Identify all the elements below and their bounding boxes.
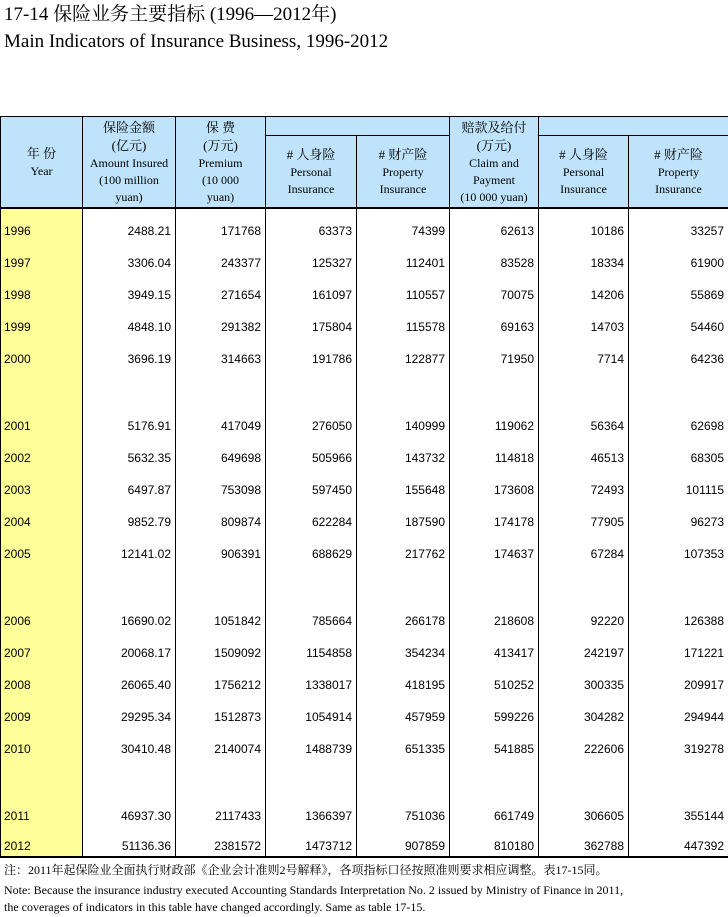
spacer-row bbox=[1, 759, 728, 794]
cell-amount: 9852.79 bbox=[83, 500, 176, 532]
cell-year: 2011 bbox=[1, 794, 83, 826]
cell-premium: 906391 bbox=[176, 532, 266, 564]
cell-amount: 30410.48 bbox=[83, 727, 176, 759]
cell-prem-property: 751036 bbox=[357, 794, 450, 826]
cell-claim-personal: 306605 bbox=[539, 794, 629, 826]
cell-premium: 417049 bbox=[176, 404, 266, 436]
title-chinese: 17-14 保险业务主要指标 (1996—2012年) bbox=[4, 4, 337, 25]
cell-premium: 271654 bbox=[176, 273, 266, 305]
note-chinese: 注：2011年起保险业全面执行财政部《企业会计准则2号解释》，各项指标口径按照准则要求相应调整。表17-15同。 bbox=[4, 863, 608, 877]
table-row bbox=[1, 436, 728, 468]
cell-prem-property: 122877 bbox=[357, 337, 450, 369]
cell-prem-personal: 622284 bbox=[266, 500, 357, 532]
header-premium-personal bbox=[266, 136, 357, 209]
cell-amount: 3949.15 bbox=[83, 273, 176, 305]
header-amount-unit-cn: (亿元) bbox=[111, 137, 147, 153]
cell-claim-property: 355144 bbox=[629, 794, 728, 826]
header-premium-property bbox=[357, 136, 450, 209]
cell-year: 1996 bbox=[1, 208, 83, 241]
cell-claim-property: 54460 bbox=[629, 305, 728, 337]
cell-claim-property: 64236 bbox=[629, 337, 728, 369]
cell-amount: 46937.30 bbox=[83, 794, 176, 826]
cell-premium: 1756212 bbox=[176, 663, 266, 695]
cell-claim-personal: 77905 bbox=[539, 500, 629, 532]
cell-claim-property: 319278 bbox=[629, 727, 728, 759]
cell-claim: 661749 bbox=[450, 794, 539, 826]
header-amount-insured bbox=[83, 117, 176, 209]
cell-premium: 2117433 bbox=[176, 794, 266, 826]
cell-claim-personal: 304282 bbox=[539, 695, 629, 727]
header-personal-en2: Insurance bbox=[287, 181, 335, 196]
cell-premium: 2381572 bbox=[176, 826, 266, 857]
cell-prem-personal: 1154858 bbox=[266, 631, 357, 663]
spacer-cell bbox=[176, 564, 266, 599]
table-row bbox=[1, 794, 728, 826]
cell-claim: 71950 bbox=[450, 337, 539, 369]
cell-claim-property: 126388 bbox=[629, 599, 728, 631]
cell-claim-personal: 242197 bbox=[539, 631, 629, 663]
header-claim-payment bbox=[450, 117, 539, 209]
cell-prem-personal: 1338017 bbox=[266, 663, 357, 695]
header-claim-property bbox=[629, 136, 728, 209]
header-personal-cn: # 人身险 bbox=[286, 146, 336, 162]
cell-amount: 16690.02 bbox=[83, 599, 176, 631]
cell-claim-personal: 362788 bbox=[539, 826, 629, 857]
cell-prem-property: 143732 bbox=[357, 436, 450, 468]
spacer-cell bbox=[1, 369, 83, 404]
cell-claim: 119062 bbox=[450, 404, 539, 436]
spacer-cell bbox=[539, 369, 629, 404]
cell-amount: 3306.04 bbox=[83, 241, 176, 273]
cell-claim-personal: 46513 bbox=[539, 436, 629, 468]
header-property-en2: Insurance bbox=[379, 181, 427, 196]
cell-year: 2001 bbox=[1, 404, 83, 436]
cell-claim: 114818 bbox=[450, 436, 539, 468]
cell-premium: 809874 bbox=[176, 500, 266, 532]
table-row bbox=[1, 599, 728, 631]
header-claim-unit-cn: (万元) bbox=[476, 137, 512, 153]
spacer-cell bbox=[357, 369, 450, 404]
header-property-cn: # 财产险 bbox=[378, 146, 428, 162]
cell-claim: 173608 bbox=[450, 468, 539, 500]
cell-prem-personal: 161097 bbox=[266, 273, 357, 305]
cell-prem-personal: 191786 bbox=[266, 337, 357, 369]
cell-year: 2012 bbox=[1, 826, 83, 857]
cell-prem-property: 115578 bbox=[357, 305, 450, 337]
header-premium-unit-cn: (万元) bbox=[203, 137, 238, 153]
cell-claim: 599226 bbox=[450, 695, 539, 727]
spacer-cell bbox=[176, 369, 266, 404]
spacer-cell bbox=[357, 759, 450, 794]
cell-claim: 413417 bbox=[450, 631, 539, 663]
cell-claim-property: 101115 bbox=[629, 468, 728, 500]
header-claim-cn: 赔款及给付 bbox=[461, 119, 527, 135]
cell-premium: 291382 bbox=[176, 305, 266, 337]
cell-prem-personal: 785664 bbox=[266, 599, 357, 631]
cell-prem-personal: 688629 bbox=[266, 532, 357, 564]
table-row bbox=[1, 337, 728, 369]
cell-prem-property: 418195 bbox=[357, 663, 450, 695]
spacer-cell bbox=[83, 564, 176, 599]
cell-claim-personal: 56364 bbox=[539, 404, 629, 436]
note-english-line2: the coverages of indicators in this table have changed accordingly. Same as table 17-15. bbox=[4, 900, 426, 914]
cell-claim-personal: 300335 bbox=[539, 663, 629, 695]
cell-premium: 243377 bbox=[176, 241, 266, 273]
cell-claim-personal: 14206 bbox=[539, 273, 629, 305]
cell-year: 2004 bbox=[1, 500, 83, 532]
cell-year: 1997 bbox=[1, 241, 83, 273]
header-premium-cn: 保 费 bbox=[205, 119, 236, 135]
spacer-cell bbox=[450, 369, 539, 404]
cell-premium: 753098 bbox=[176, 468, 266, 500]
cell-amount: 20068.17 bbox=[83, 631, 176, 663]
cell-amount: 51136.36 bbox=[83, 826, 176, 857]
cell-prem-personal: 125327 bbox=[266, 241, 357, 273]
header-amount-cn: 保险金额 bbox=[102, 119, 155, 135]
cell-year: 2003 bbox=[1, 468, 83, 500]
header-amount-en2: (100 million bbox=[99, 172, 159, 187]
cell-claim: 218608 bbox=[450, 599, 539, 631]
header-premium-en3: yuan) bbox=[206, 189, 235, 204]
cell-year: 2007 bbox=[1, 631, 83, 663]
title-english: Main Indicators of Insurance Business, 1996-2012 bbox=[4, 31, 389, 52]
cell-year: 1999 bbox=[1, 305, 83, 337]
cell-year: 2008 bbox=[1, 663, 83, 695]
spacer-cell bbox=[450, 564, 539, 599]
spacer-cell bbox=[539, 564, 629, 599]
spacer-cell bbox=[83, 759, 176, 794]
spacer-row bbox=[1, 564, 728, 599]
cell-claim: 810180 bbox=[450, 826, 539, 857]
header-premium bbox=[176, 117, 266, 209]
spacer-cell bbox=[266, 564, 357, 599]
spacer-cell bbox=[176, 759, 266, 794]
cell-claim: 62613 bbox=[450, 208, 539, 241]
table-row bbox=[1, 500, 728, 532]
header-claim-personal bbox=[539, 136, 629, 209]
cell-prem-personal: 1488739 bbox=[266, 727, 357, 759]
cell-year: 2006 bbox=[1, 599, 83, 631]
cell-claim-property: 294944 bbox=[629, 695, 728, 727]
cell-prem-personal: 1054914 bbox=[266, 695, 357, 727]
header-year bbox=[1, 117, 83, 209]
cell-prem-personal: 505966 bbox=[266, 436, 357, 468]
spacer-cell bbox=[539, 759, 629, 794]
header-claim-en3: (10 000 yuan) bbox=[460, 189, 528, 204]
cell-claim-personal: 18334 bbox=[539, 241, 629, 273]
cell-claim-property: 33257 bbox=[629, 208, 728, 241]
table-row bbox=[1, 273, 728, 305]
cell-amount: 5176.91 bbox=[83, 404, 176, 436]
cell-amount: 6497.87 bbox=[83, 468, 176, 500]
header-claim-en1: Claim and bbox=[469, 155, 519, 170]
cell-year: 2009 bbox=[1, 695, 83, 727]
cell-claim: 174178 bbox=[450, 500, 539, 532]
header-claim-property-en2: Insurance bbox=[655, 181, 702, 196]
cell-year: 1998 bbox=[1, 273, 83, 305]
cell-prem-property: 217762 bbox=[357, 532, 450, 564]
cell-year: 2000 bbox=[1, 337, 83, 369]
spacer-cell bbox=[1, 759, 83, 794]
header-year-cn: 年 份 bbox=[26, 145, 57, 161]
header-property-en1: Property bbox=[382, 164, 424, 179]
cell-year: 2005 bbox=[1, 532, 83, 564]
cell-year: 2010 bbox=[1, 727, 83, 759]
cell-claim-personal: 92220 bbox=[539, 599, 629, 631]
cell-premium: 314663 bbox=[176, 337, 266, 369]
cell-prem-personal: 1366397 bbox=[266, 794, 357, 826]
header-premium-en1: Premium bbox=[198, 155, 243, 170]
spacer-row bbox=[1, 369, 728, 404]
cell-claim-property: 61900 bbox=[629, 241, 728, 273]
table-body bbox=[1, 208, 728, 857]
cell-claim-property: 68305 bbox=[629, 436, 728, 468]
cell-claim-personal: 67284 bbox=[539, 532, 629, 564]
cell-claim-personal: 72493 bbox=[539, 468, 629, 500]
cell-claim-personal: 14703 bbox=[539, 305, 629, 337]
cell-prem-property: 266178 bbox=[357, 599, 450, 631]
header-premium-en2: (10 000 bbox=[202, 172, 239, 187]
cell-amount: 12141.02 bbox=[83, 532, 176, 564]
cell-prem-personal: 175804 bbox=[266, 305, 357, 337]
cell-claim: 69163 bbox=[450, 305, 539, 337]
header-claim-personal-en2: Insurance bbox=[560, 181, 607, 196]
header-claim-group-spacer bbox=[539, 117, 728, 136]
cell-prem-property: 140999 bbox=[357, 404, 450, 436]
cell-prem-property: 354234 bbox=[357, 631, 450, 663]
cell-amount: 2488.21 bbox=[83, 208, 176, 241]
cell-prem-property: 112401 bbox=[357, 241, 450, 273]
header-claim-personal-en1: Personal bbox=[562, 164, 605, 179]
cell-amount: 29295.34 bbox=[83, 695, 176, 727]
cell-claim-property: 209917 bbox=[629, 663, 728, 695]
cell-amount: 3696.19 bbox=[83, 337, 176, 369]
table-row bbox=[1, 208, 728, 241]
table-row bbox=[1, 305, 728, 337]
header-claim-property-en1: Property bbox=[657, 164, 700, 179]
spacer-cell bbox=[450, 759, 539, 794]
table-row bbox=[1, 241, 728, 273]
spacer-cell bbox=[266, 759, 357, 794]
table-row bbox=[1, 404, 728, 436]
cell-amount: 5632.35 bbox=[83, 436, 176, 468]
header-claim-personal-cn: # 人身险 bbox=[559, 146, 608, 162]
cell-premium: 1509092 bbox=[176, 631, 266, 663]
cell-year: 2002 bbox=[1, 436, 83, 468]
cell-prem-personal: 597450 bbox=[266, 468, 357, 500]
cell-prem-property: 907859 bbox=[357, 826, 450, 857]
table-row bbox=[1, 663, 728, 695]
spacer-cell bbox=[83, 369, 176, 404]
cell-prem-property: 651335 bbox=[357, 727, 450, 759]
table-row bbox=[1, 468, 728, 500]
cell-claim: 70075 bbox=[450, 273, 539, 305]
cell-premium: 171768 bbox=[176, 208, 266, 241]
header-amount-en1: Amount Insured bbox=[89, 155, 169, 170]
note-english-line1: Note: Because the insurance industry executed Accounting Standards Interpretation No. 2 issued by Ministry of Finance in 2011, bbox=[4, 883, 624, 897]
cell-premium: 1512873 bbox=[176, 695, 266, 727]
cell-claim-property: 62698 bbox=[629, 404, 728, 436]
cell-claim-personal: 10186 bbox=[539, 208, 629, 241]
cell-amount: 4848.10 bbox=[83, 305, 176, 337]
cell-claim-property: 96273 bbox=[629, 500, 728, 532]
cell-prem-personal: 276050 bbox=[266, 404, 357, 436]
cell-premium: 2140074 bbox=[176, 727, 266, 759]
table-row bbox=[1, 695, 728, 727]
cell-claim: 83528 bbox=[450, 241, 539, 273]
cell-premium: 1051842 bbox=[176, 599, 266, 631]
cell-prem-personal: 1473712 bbox=[266, 826, 357, 857]
header-year-en: Year bbox=[30, 163, 53, 178]
cell-prem-personal: 63373 bbox=[266, 208, 357, 241]
cell-prem-property: 74399 bbox=[357, 208, 450, 241]
cell-prem-property: 187590 bbox=[357, 500, 450, 532]
cell-claim-property: 107353 bbox=[629, 532, 728, 564]
cell-claim-property: 55869 bbox=[629, 273, 728, 305]
spacer-cell bbox=[357, 564, 450, 599]
spacer-cell bbox=[266, 369, 357, 404]
spacer-cell bbox=[1, 564, 83, 599]
header-amount-en3: yuan) bbox=[115, 189, 143, 204]
spacer-cell bbox=[629, 369, 728, 404]
table-row bbox=[1, 532, 728, 564]
header-claim-en2: Payment bbox=[473, 172, 515, 187]
cell-claim-personal: 7714 bbox=[539, 337, 629, 369]
cell-claim-personal: 222606 bbox=[539, 727, 629, 759]
cell-claim: 510252 bbox=[450, 663, 539, 695]
cell-premium: 649698 bbox=[176, 436, 266, 468]
cell-prem-property: 155648 bbox=[357, 468, 450, 500]
table-row bbox=[1, 631, 728, 663]
cell-amount: 26065.40 bbox=[83, 663, 176, 695]
cell-claim-property: 171221 bbox=[629, 631, 728, 663]
cell-claim-property: 447392 bbox=[629, 826, 728, 857]
header-premium-group-spacer bbox=[266, 117, 450, 136]
spacer-cell bbox=[629, 759, 728, 794]
cell-claim: 174637 bbox=[450, 532, 539, 564]
cell-claim: 541885 bbox=[450, 727, 539, 759]
header-personal-en1: Personal bbox=[290, 164, 332, 179]
cell-prem-property: 110557 bbox=[357, 273, 450, 305]
table-row bbox=[1, 826, 728, 857]
spacer-cell bbox=[629, 564, 728, 599]
insurance-indicators-table bbox=[0, 116, 728, 858]
header-claim-property-cn: # 财产险 bbox=[654, 146, 703, 162]
table-row bbox=[1, 727, 728, 759]
cell-prem-property: 457959 bbox=[357, 695, 450, 727]
